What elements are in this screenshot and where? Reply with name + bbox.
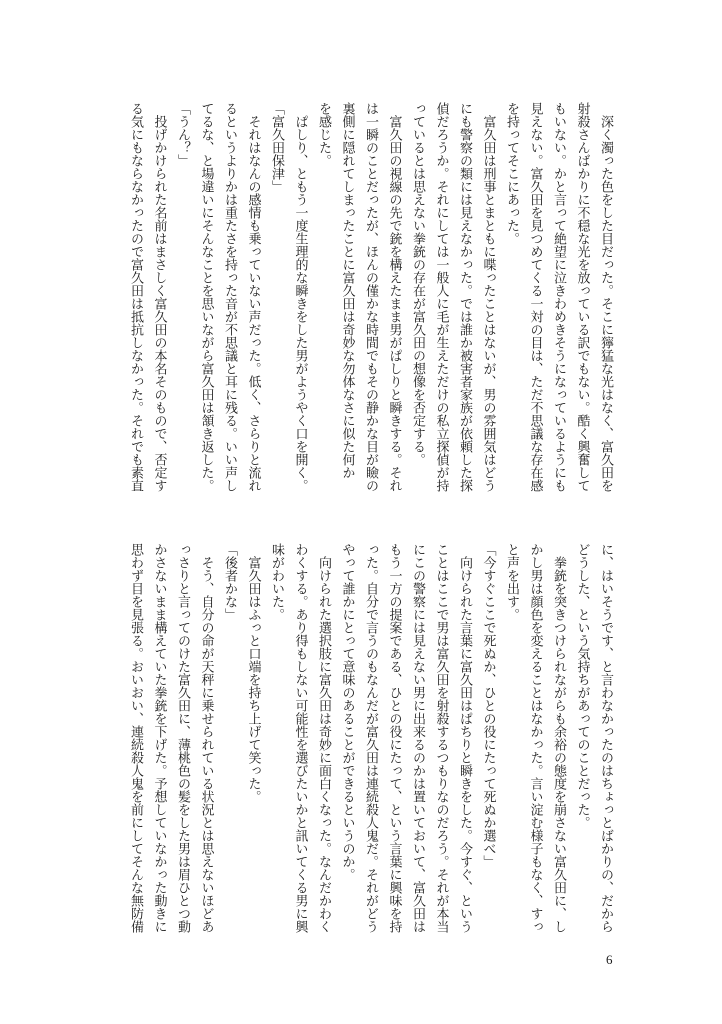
text-line: もいない。かと言って絶望に泣きわめきそうになっているようにも — [551, 102, 566, 492]
text-line: てるな、と場違いにそんなことを思いながら富久田は頷き返した。 — [198, 102, 214, 492]
text-line: 向けられた言葉に富久田はぱちりと瞬きをした。今すぐ、という — [457, 543, 472, 933]
text-line: にこの警察には見えない男に出来るのかは置いておいて、富久田は — [410, 543, 425, 933]
text-line: もう一方の提案である、ひとの役にたって、という言葉に興味を持 — [386, 543, 402, 933]
text-line: っているとは思えない拳銃の存在が富久田の想像を否定する。 — [410, 102, 425, 466]
text-line: 投げかけられた名前はまさしく富久田の本名そのもので、否定す — [151, 102, 167, 492]
page-number: 6 — [606, 952, 613, 967]
text-line: それはなんの感情も乗っていない声だった。低く、さらりと流れ — [245, 102, 261, 492]
text-line: るというよりかは重たさを持った音が不思議と耳に残る。いい声し — [222, 102, 237, 492]
text-line: を感じた。 — [316, 102, 331, 167]
text-line: 偵だろうか。それにしては一般人に毛が生えただけの私立探偵が持 — [433, 102, 449, 492]
text-line: どうした、という気持ちがあってのことだった。 — [574, 543, 590, 829]
text-line: 「後者かな」 — [222, 543, 237, 621]
text-line: かし男は顔色を変えることはなかった。言い淀む様子もなく、すっ — [527, 543, 543, 933]
text-block-bottom — [124, 543, 618, 935]
text-line: 拳銃を突きつけられながらも余裕の態度を崩さない富久田に、し — [551, 543, 566, 933]
text-line: は一瞬のことだったが、ほんの僅かな時間でもその静かな目が瞼の — [363, 102, 378, 492]
text-line: 思わず目を見張る。おいおい、連続殺人鬼を前にしてそんな無防備 — [128, 543, 143, 933]
text-line: 味がわいた。 — [269, 543, 284, 621]
text-line: にも警察の類には見えなかった。では誰か被害者家族が依頼した探 — [457, 102, 472, 492]
text-line: 射殺さんばかりに不穏な光を放っている訳でもない。酷く興奮して — [574, 102, 590, 492]
text-line: 「富久田保津」 — [269, 102, 284, 193]
text-line: 「今すぐここで死ぬか、ひとの役にたって死ぬか選べ」 — [480, 543, 496, 868]
text-line: 富久田は刑事とまともに喋ったことはないが、男の雰囲気はどう — [480, 102, 496, 492]
text-line: 見えない。富久田を見つめてくる一対の目は、ただ不思議な存在感 — [527, 102, 543, 492]
text-line: かさないまま構えていた拳銃を下げた。予想していなかった動きに — [151, 543, 167, 933]
text-line: と声を出す。 — [504, 543, 519, 621]
text-block-top — [124, 102, 618, 494]
text-line: 「うん？」 — [175, 102, 190, 167]
text-line: った。自分で言うのもなんだが富久田は連続殺人鬼だ。それがどう — [363, 543, 378, 933]
text-line: っさりと言ってのけた富久田に、薄桃色の髪をした男は眉ひとつ動 — [175, 543, 190, 933]
text-line: 富久田の視線の先で銃を構えたまま男がぱしりと瞬きする。それ — [386, 102, 402, 492]
text-line: 向けられた選択肢に富久田は奇妙に面白くなった。なんだかわく — [316, 543, 331, 933]
text-line: 深く濁った色をした目だった。そこに獰猛な光はなく、富久田を — [598, 102, 613, 492]
text-line: を持ってそこにあった。 — [504, 102, 519, 245]
text-line: ことはここで男は富久田を射殺するつもりなのだろう。それが本当 — [433, 543, 449, 933]
text-line: ぱしり、ともう一度生理的な瞬きをした男がようやく口を開く。 — [292, 102, 308, 492]
text-line: 裏側に隠れてしまったことに富久田は奇妙な勿体なさに似た何か — [339, 102, 355, 479]
text-line: 富久田はふっと口端を持ち上げて笑った。 — [245, 543, 261, 803]
text-line: る気にもならなかったので富久田は抵抗しなかった。それでも素直 — [128, 102, 143, 492]
text-line: に、はいそうです、と言わなかったのはちょっとばかりの、だから — [598, 543, 613, 933]
text-line: わくする。あり得もしない可能性を選びたいかと訊いてくる男に興 — [292, 543, 308, 933]
text-line: そう、自分の命が天秤に乗せられている状況とは思えないほどあ — [198, 543, 214, 933]
text-line: やって誰かにとって意味のあることができるというのか。 — [339, 543, 355, 881]
